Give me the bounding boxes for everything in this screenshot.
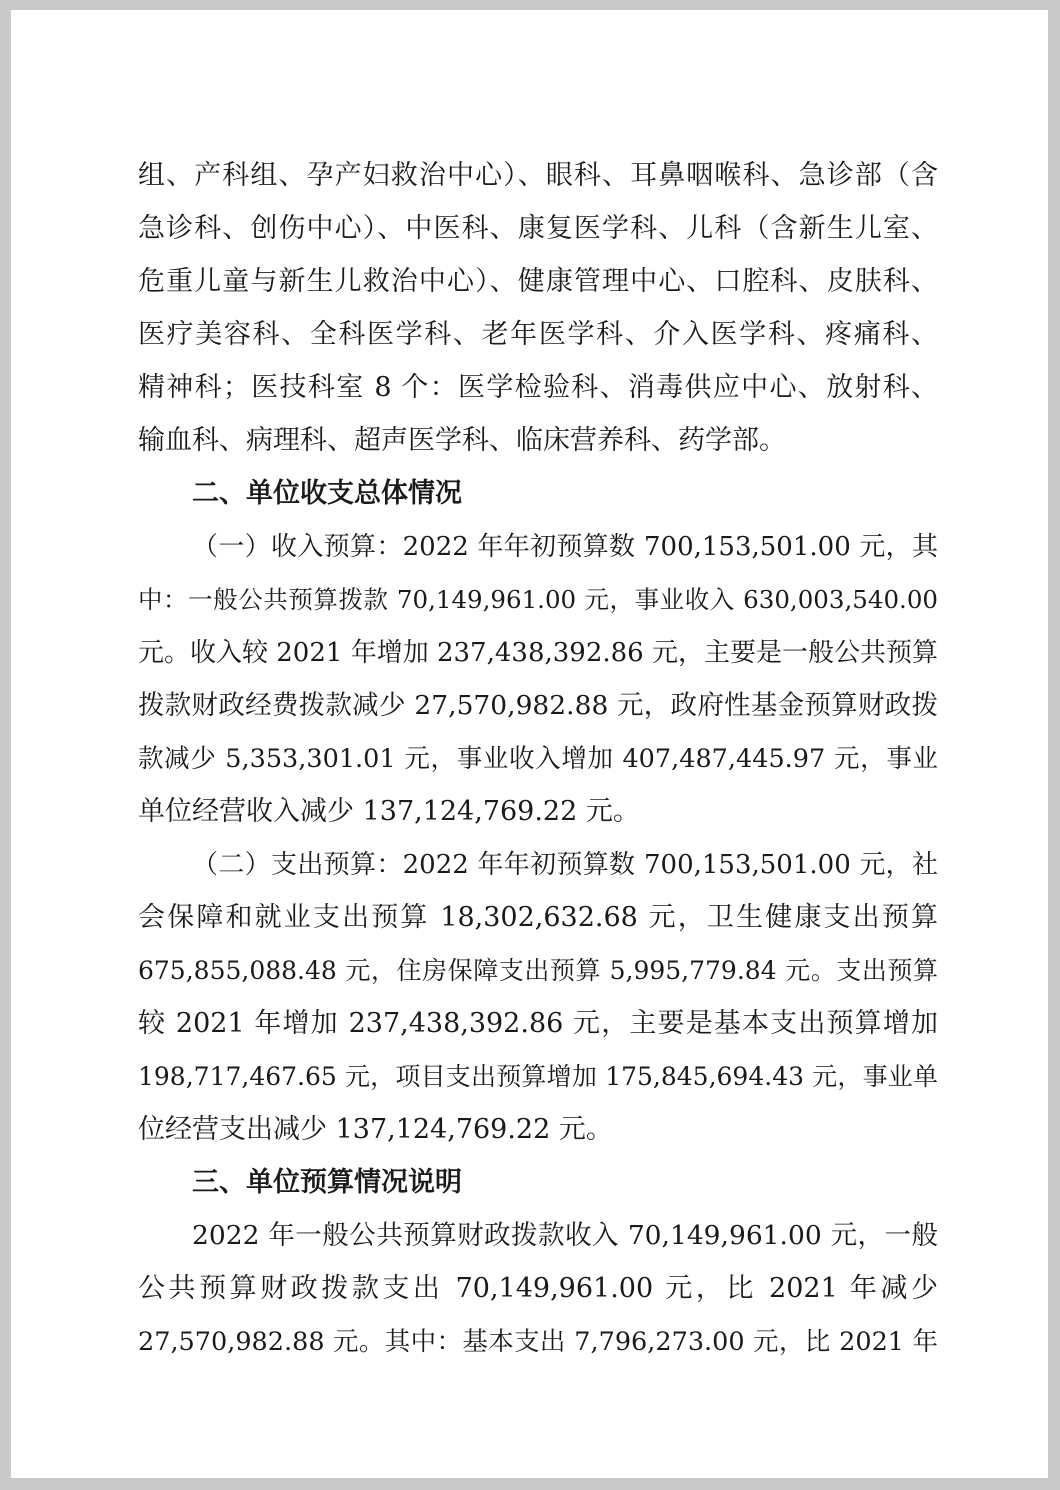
paragraph-line: 输血科、病理科、超声医学科、临床营养科、药学部。	[138, 425, 786, 456]
paragraph-line: 医疗美容科、全科医学科、老年医学科、介入医学科、疼痛科、	[138, 319, 938, 350]
section-heading: 二、单位收支总体情况	[192, 478, 462, 509]
paragraph-line: 组、产科组、孕产妇救治中心）、眼科、耳鼻咽喉科、急诊部（含	[138, 160, 938, 191]
paragraph-line: 27,570,982.88 元。其中：基本支出 7,796,273.00 元，比 2021 年	[138, 1327, 938, 1357]
paragraph-line: 198,717,467.65 元，项目支出预算增加 175,845,694.43 元，事业单	[138, 1062, 938, 1091]
paragraph-line: 单位经营收入减少 137,124,769.22 元。	[138, 796, 640, 827]
paragraph-line: 中：一般公共预算拨款 70,149,961.00 元，事业收入 630,003,540.00	[138, 585, 938, 614]
paragraph-line: 款减少 5,353,301.01 元，事业收入增加 407,487,445.97 元，事业	[138, 744, 938, 774]
paragraph-line: 2022 年一般公共预算财政拨款收入 70,149,961.00 元，一般	[192, 1220, 938, 1251]
paragraph-line: 精神科；医技科室 8 个：医学检验科、消毒供应中心、放射科、	[138, 372, 938, 403]
paragraph-line: 急诊科、创伤中心）、中医科、康复医学科、儿科（含新生儿室、	[138, 213, 938, 244]
paragraph-line: 公共预算财政拨款支出 70,149,961.00 元，比 2021 年减少	[138, 1273, 938, 1304]
paragraph-line: （一）收入预算：2022 年年初预算数 700,153,501.00 元，其	[192, 532, 938, 562]
document-page	[11, 10, 1048, 1478]
paragraph-line: 较 2021 年增加 237,438,392.86 元，主要是基本支出预算增加	[138, 1008, 938, 1039]
section-heading: 三、单位预算情况说明	[192, 1167, 462, 1198]
paragraph-line: 元。收入较 2021 年增加 237,438,392.86 元，主要是一般公共预算	[138, 638, 938, 668]
paragraph-line: 位经营支出减少 137,124,769.22 元。	[138, 1114, 613, 1145]
paragraph-line: 675,855,088.48 元，住房保障支出预算 5,995,779.84 元。支出预算	[138, 956, 938, 985]
paragraph-line: 危重儿童与新生儿救治中心）、健康管理中心、口腔科、皮肤科、	[138, 266, 938, 297]
paragraph-line: （二）支出预算：2022 年年初预算数 700,153,501.00 元，社	[192, 850, 938, 880]
paragraph-line: 会保障和就业支出预算 18,302,632.68 元，卫生健康支出预算	[138, 902, 938, 933]
paragraph-line: 拨款财政经费拨款减少 27,570,982.88 元，政府性基金预算财政拨	[138, 690, 938, 721]
